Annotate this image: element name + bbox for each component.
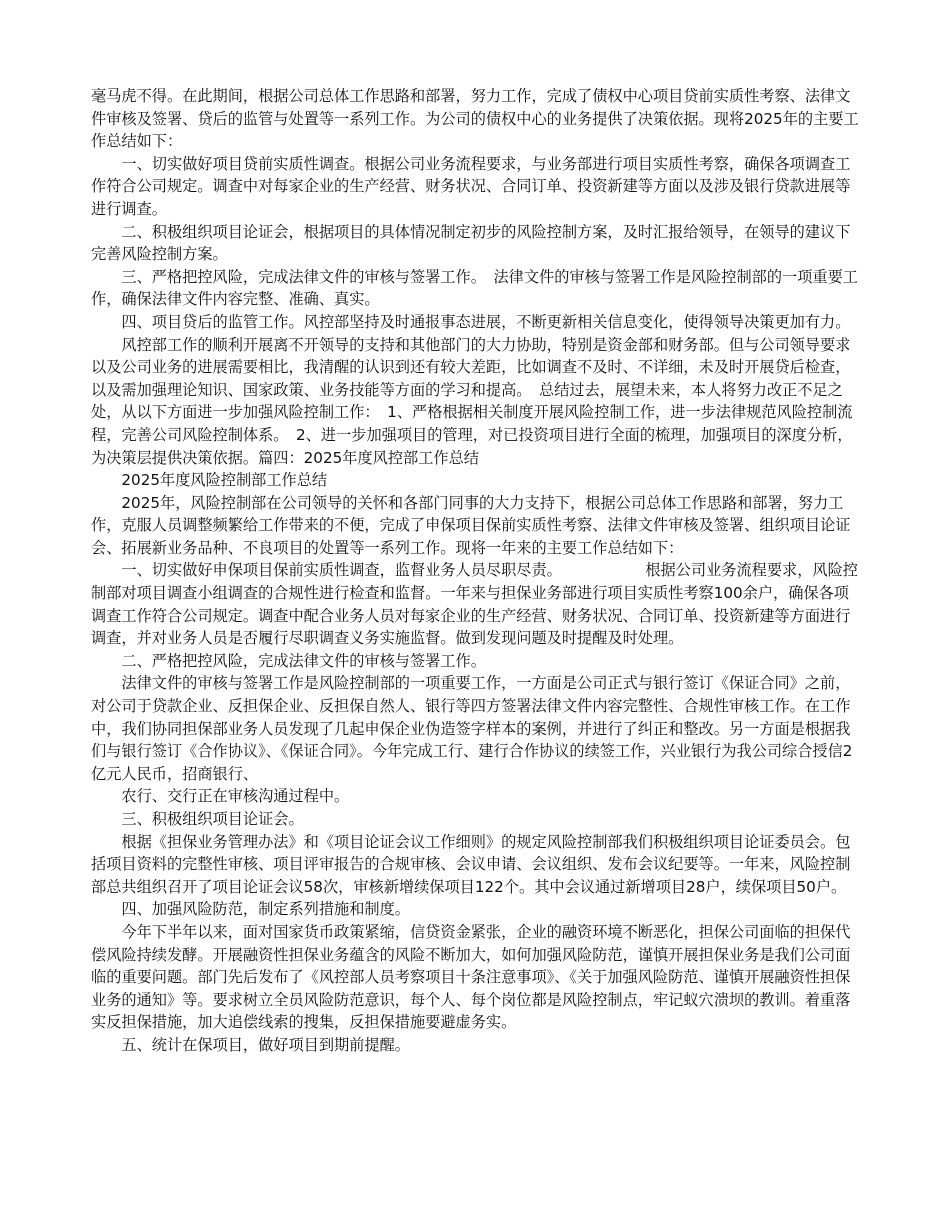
paragraph: 二、积极组织项目论证会，根据项目的具体情况制定初步的风险控制方案，及时汇报给领导，在领导的建议下完善风险控制方案。: [91, 222, 851, 264]
section-heading: 五、统计在保项目，做好项目到期前提醒。: [121, 1035, 410, 1054]
paragraph: 一、切实做好申保项目保前实质性调查，监督业务人员尽职尽责。 根据公司业务流程要求，风险控制部对项目调查小组调查的合规性进行检查和监督。一年来与担保业务部进行项目实质性考察100余户，确保各项调查工作符合公司规定。调查中配合业务人员对每家企业的生产经营、财务状况、合同订单、投资新建等方面进行调查，并对业务人员是否履行尽职调查义务实施监督。做到发现问题及时提醒及时处理。: [91, 561, 858, 648]
section-title: 2025年度风险控制部工作总结: [121, 471, 328, 490]
section-heading: 四、加强风险防范，制定系列措施和制度。: [121, 900, 410, 919]
document-body: [91, 85, 864, 1057]
section-heading: 二、严格把控风险，完成法律文件的审核与签署工作。: [121, 651, 486, 670]
paragraph: 2025年，风险控制部在公司领导的关怀和各部门同事的大力支持下，根据公司总体工作思路和部署，努力工作，克服人员调整频繁给工作带来的不便，完成了申保项目保前实质性考察、法律文件审核及签署、组织项目论证会、拓展新业务品种、不良项目的处置等一系列工作。现将一年来的主要工作总结如下：: [91, 493, 851, 557]
paragraph: 农行、交行正在审核沟通过程中。: [121, 787, 350, 806]
paragraph: 四、项目贷后的监管工作。风控部坚持及时通报事态进展，不断更新相关信息变化，使得领导决策更加有力。: [121, 312, 851, 331]
paragraph: 一、切实做好项目贷前实质性调查。根据公司业务流程要求，与业务部进行项目实质性考察，确保各项调查工作符合公司规定。调查中对每家企业的生产经营、财务状况、合同订单、投资新建等方面以及涉及银行贷款进展等进行调查。: [91, 154, 851, 218]
paragraph: 风控部工作的顺利开展离不开领导的支持和其他部门的大力协助，特别是资金部和财务部。但与公司领导要求以及公司业务的进展需要相比，我清醒的认识到还有较大差距，比如调查不及时、不详细，未及时开展贷后检查，以及需加强理论知识、国家政策、业务技能等方面的学习和提高。 总结过去，展望未来，本人将努力改正不足之处，从以下方面进一步加强风险控制工作： 1、严格根据相关制度开展风险控制工作，进一步法律规范风险控制流程，完善公司风险控制体系。 2、进一步加强项目的管理，对已投资项目进行全面的梳理，加强项目的深度分析，为决策层提供决策依据。篇四：2025年度风控部工作总结: [91, 335, 853, 467]
paragraph: 今年下半年以来，面对国家货币政策紧缩，信贷资金紧张，企业的融资环境不断恶化，担保公司面临的担保代偿风险持续发酵。开展融资性担保业务蕴含的风险不断加大，如何加强风险防范，谨慎开展担保业务是我们公司面临的重要问题。部门先后发布了《风控部人员考察项目十条注意事项》、《关于加强风险防范、谨慎开展融资性担保业务的通知》等。要求树立全员风险防范意识，每个人、每个岗位都是风险控制点，牢记蚁穴溃坝的教训。着重落实反担保措施，加大追偿线索的搜集，反担保措施要避虚务实。: [91, 922, 851, 1032]
paragraph: 根据《担保业务管理办法》和《项目论证会议工作细则》的规定风险控制部我们积极组织项目论证委员会。包括项目资料的完整性审核、项目评审报告的合规审核、会议申请、会议组织、发布会议纪要等。一年来，风险控制部总共组织召开了项目论证会议58次，审核新增续保项目122个。其中会议通过新增项目28户，续保项目50户。: [91, 832, 851, 896]
paragraph: 三、严格把控风险，完成法律文件的审核与签署工作。 法律文件的审核与签署工作是风险控制部的一项重要工作，确保法律文件内容完整、准确、真实。: [91, 267, 858, 309]
paragraph: 毫马虎不得。在此期间，根据公司总体工作思路和部署，努力工作，完成了债权中心项目贷前实质性考察、法律文件审核及签署、贷后的监管与处置等一系列工作。为公司的债权中心的业务提供了决策依据。现将2025年的主要工作总结如下：: [91, 87, 859, 151]
section-heading: 三、积极组织项目论证会。: [121, 810, 304, 828]
paragraph: 法律文件的审核与签署工作是风险控制部的一项重要工作，一方面是公司正式与银行签订《保证合同》之前，对公司于贷款企业、反担保企业、反担保自然人、银行等四方签署法律文件内容完整性、合规性审核工作。在工作中，我们协同担保部业务人员发现了几起申保企业伪造签字样本的案例，并进行了纠正和整改。另一方面是根据我们与银行签订《合作协议》、《保证合同》。今年完成工行、建行合作协议的续签工作，兴业银行为我公司综合授信2亿元人民币，招商银行、: [91, 674, 853, 783]
